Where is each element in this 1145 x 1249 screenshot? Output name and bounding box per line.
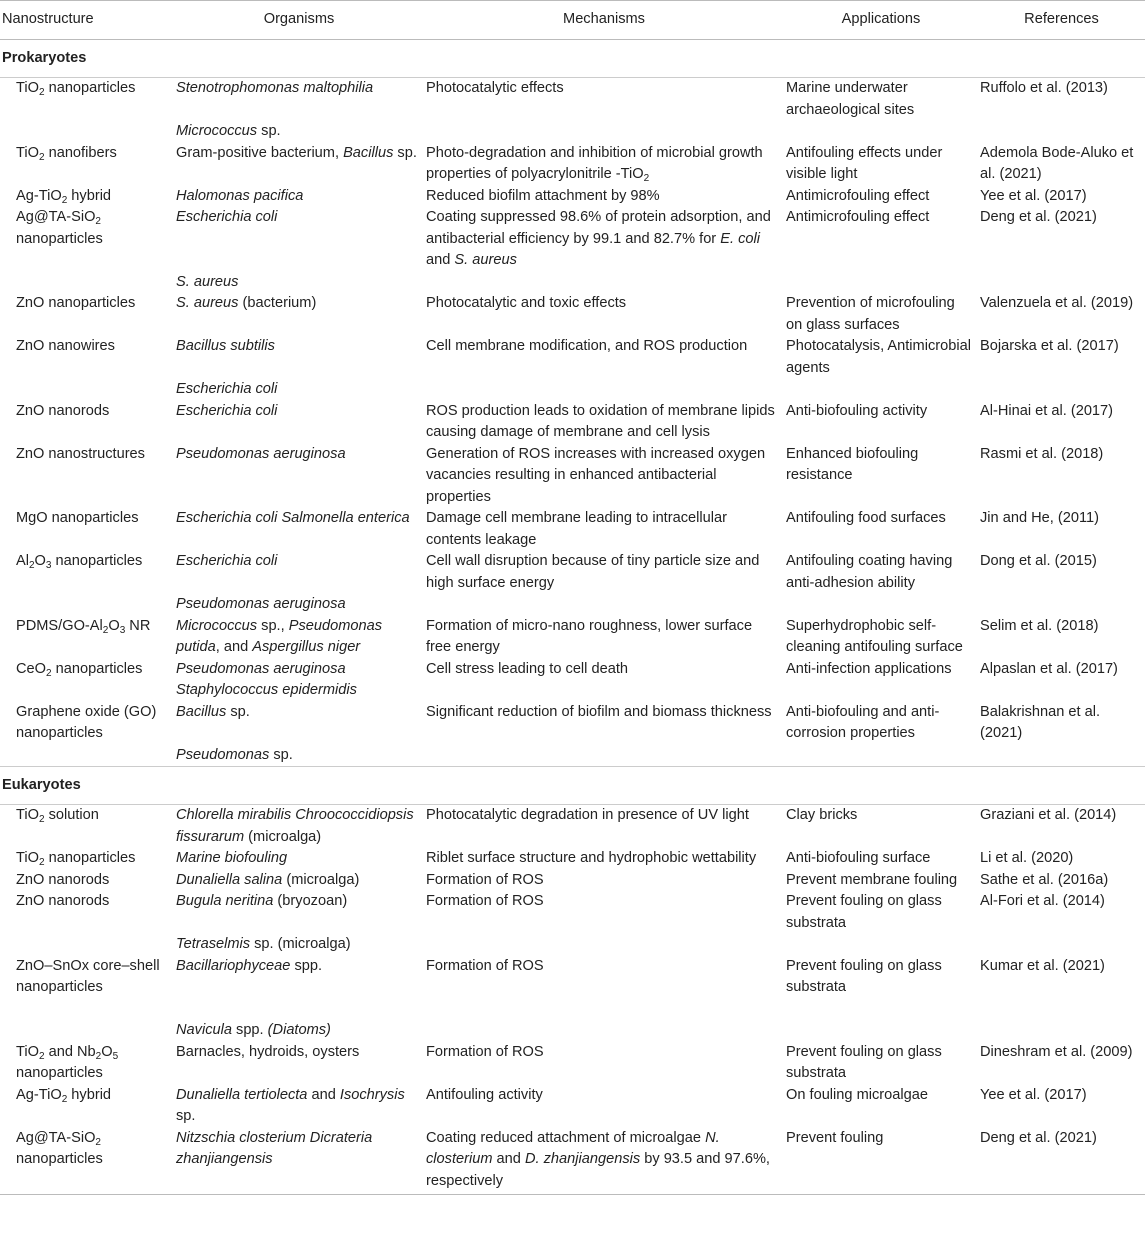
application-cell: Anti-biofouling surface	[786, 850, 931, 866]
reference-cell: Deng et al. (2021)	[980, 209, 1097, 225]
table-row	[0, 78, 1145, 143]
application-cell: Prevent membrane fouling	[786, 871, 958, 888]
section-title: Prokaryotes	[0, 40, 1145, 78]
organism-line	[176, 999, 420, 1021]
table-row	[0, 702, 1145, 767]
reference-cell: Bojarska et al. (2017)	[980, 338, 1119, 354]
mechanism-cell: Photocatalytic and toxic effects	[426, 295, 627, 311]
organism-line: Gram-positive bacterium, Bacillus sp.	[176, 144, 417, 161]
nanostructure-cell: CeO$_2$ nanoparticles	[16, 660, 143, 679]
mechanism-cell: ROS production leads to oxidation of membrane lipids causing damage of membrane and cell lysis	[426, 402, 775, 440]
table-row	[0, 1042, 1145, 1085]
organism-line	[176, 250, 420, 272]
organism-line: Escherichia coli	[176, 553, 278, 569]
mechanism-cell: Significant reduction of biofilm and biomass thickness	[426, 703, 772, 720]
nanostructure-cell: ZnO nanorods	[16, 402, 110, 419]
organism-line: Bacillus subtilis	[176, 338, 275, 354]
organism-line: Escherichia coli Salmonella enterica	[176, 510, 410, 526]
mechanism-cell: Photo-degradation and inhibition of microbial growth properties of polyacrylonitrile -TiO$_2$	[426, 144, 763, 184]
reference-cell: Balakrishnan et al. (2021)	[980, 703, 1101, 741]
application-cell: Antifouling effects under visible light	[786, 144, 943, 182]
header-row	[0, 1, 1145, 40]
table-row	[0, 207, 1145, 293]
application-cell: Clay bricks	[786, 807, 858, 823]
organisms-cell	[174, 293, 424, 336]
organism-line: Micrococcus sp.	[176, 123, 281, 139]
organisms-cell	[174, 891, 424, 956]
organism-line: Chlorella mirabilis Chroococcidiopsis fissurarum (microalga)	[176, 807, 414, 845]
reference-cell: Kumar et al. (2021)	[980, 957, 1105, 974]
nanostructure-cell: MgO nanoparticles	[16, 510, 139, 526]
organism-line: Escherichia coli	[176, 402, 278, 419]
mechanism-cell: Formation of micro-nano roughness, lower surface free energy	[426, 617, 753, 655]
organisms-cell	[174, 1042, 424, 1085]
organisms-cell	[174, 186, 424, 208]
reference-cell: Rasmi et al. (2018)	[980, 445, 1104, 462]
organism-line: Bacillariophyceae spp.	[176, 957, 323, 974]
table-row	[0, 401, 1145, 444]
reference-cell: Al-Fori et al. (2014)	[980, 893, 1105, 909]
organisms-cell	[174, 616, 424, 659]
organisms-cell	[174, 207, 424, 293]
section-title: Eukaryotes	[0, 767, 1145, 805]
nanostructure-cell: ZnO nanorods	[16, 871, 110, 888]
table-row	[0, 336, 1145, 401]
nanostructure-cell: ZnO–SnOx core–shell nanoparticles	[16, 957, 160, 995]
table-row	[0, 805, 1145, 849]
table-body	[0, 40, 1145, 1195]
mechanism-cell: Coating reduced attachment of microalgae N. closterium and D. zhanjiangensis by 93.5 and 97.6%, respectively	[424, 1128, 784, 1195]
mechanism-cell: Formation of ROS	[426, 1043, 544, 1060]
header-applications: Applications	[784, 1, 978, 40]
organisms-cell	[174, 508, 424, 551]
reference-cell: Selim et al. (2018)	[980, 617, 1099, 634]
table-row	[0, 1128, 1145, 1195]
application-cell: On fouling microalgae	[786, 1086, 928, 1103]
reference-cell: Deng et al. (2021)	[978, 1128, 1145, 1195]
organism-line: S. aureus	[176, 273, 239, 290]
organism-line	[176, 358, 420, 380]
organism-line	[176, 723, 420, 745]
mechanism-cell: Formation of ROS	[426, 871, 544, 888]
mechanism-cell: Cell wall disruption because of tiny particle size and high surface energy	[426, 553, 760, 591]
application-cell: Prevention of microfouling on glass surfaces	[786, 295, 955, 333]
organisms-cell	[174, 401, 424, 444]
nanostructure-cell: $Al_2O_3$ nanoparticles	[16, 553, 143, 571]
reference-cell: Ademola Bode-Aluko et al. (2021)	[980, 144, 1134, 182]
table-row	[0, 891, 1145, 956]
organism-line: Pseudomonas sp.	[176, 746, 293, 763]
organism-line	[176, 913, 420, 935]
organism-line: Stenotrophomonas maltophilia	[176, 80, 374, 96]
organism-line: Dunaliella tertiolecta and Isochrysis sp.	[176, 1086, 405, 1124]
table-header	[0, 1, 1145, 40]
organism-line: Nitzschia closterium Dicrateria zhanjiangensis	[176, 1129, 373, 1167]
organisms-cell	[174, 956, 424, 1042]
mechanism-cell: Cell stress leading to cell death	[426, 660, 628, 677]
organism-line: Escherichia coli	[176, 209, 278, 225]
application-cell: Anti-biofouling and anti-corrosion properties	[786, 703, 940, 741]
nanostructure-cell: ZnO nanowires	[16, 338, 115, 354]
application-cell: Prevent fouling on glass substrata	[786, 1043, 942, 1081]
reference-cell: Al-Hinai et al. (2017)	[980, 402, 1114, 419]
header-references: References	[978, 1, 1145, 40]
mechanism-cell: Antifouling activity	[426, 1086, 543, 1103]
application-cell: Antimicrofouling effect	[786, 209, 930, 225]
reference-cell: Li et al. (2020)	[980, 850, 1074, 866]
nanostructure-cell: Graphene oxide (GO) nanoparticles	[16, 703, 157, 741]
nanostructure-cell: ZnO nanorods	[16, 893, 110, 909]
organism-line: Bacillus sp.	[176, 703, 250, 720]
nanostructure-cell: Ag@TA-SiO$_2$ nanoparticles	[0, 1128, 174, 1195]
nanostructure-cell: ZnO nanostructures	[16, 445, 145, 462]
mechanism-cell: Photocatalytic degradation in presence of UV light	[426, 807, 749, 823]
nanostructure-cell: TiO$_2$ nanoparticles	[16, 80, 136, 98]
mechanism-cell: Reduced biofilm attachment by 98%	[426, 187, 660, 204]
header-mechanisms: Mechanisms	[424, 1, 784, 40]
mechanism-cell: Riblet surface structure and hydrophobic wettability	[426, 850, 757, 866]
reference-cell: Alpaslan et al. (2017)	[980, 660, 1118, 677]
organism-line: Pseudomonas aeruginosa	[176, 445, 346, 462]
nanostructure-cell: TiO$_2$ and $Nb_2O_5$ nanoparticles	[16, 1043, 119, 1081]
mechanism-cell: Formation of ROS	[426, 957, 544, 974]
application-cell: Photocatalysis, Antimicrobial agents	[786, 338, 971, 376]
table-row	[0, 1085, 1145, 1128]
organism-line	[176, 229, 420, 251]
organisms-cell	[174, 444, 424, 509]
organisms-cell	[174, 336, 424, 401]
reference-cell: Dong et al. (2015)	[980, 553, 1097, 569]
organism-line: Tetraselmis sp. (microalga)	[176, 936, 351, 952]
organism-line: Escherichia coli	[176, 381, 278, 397]
organism-line	[176, 573, 420, 595]
table-row	[0, 956, 1145, 1042]
organisms-cell	[174, 1085, 424, 1128]
organism-line	[176, 100, 420, 122]
table-row	[0, 293, 1145, 336]
application-cell: Anti-infection applications	[786, 660, 952, 677]
organisms-cell	[174, 870, 424, 892]
table-row	[0, 551, 1145, 616]
nanostructure-cell: TiO$_2$ nanofibers	[16, 144, 117, 163]
nanostructure-cell: PDMS/$GO-Al_2O_3$ NR	[16, 617, 151, 636]
organisms-cell	[174, 1128, 424, 1195]
organisms-cell	[174, 848, 424, 870]
application-cell: Prevent fouling on glass substrata	[786, 893, 942, 931]
organism-line: Barnacles, hydroids, oysters	[176, 1043, 360, 1060]
table-row	[0, 444, 1145, 509]
reference-cell: Sathe et al. (2016a)	[980, 871, 1109, 888]
organism-line: Micrococcus sp., Pseudomonas putida, and Aspergillus niger	[176, 617, 383, 655]
organisms-cell	[174, 659, 424, 702]
organisms-cell	[174, 551, 424, 616]
reference-cell: Valenzuela et al. (2019)	[980, 295, 1134, 311]
mechanism-cell: Photocatalytic effects	[426, 80, 564, 96]
mechanism-cell: Cell membrane modification, and ROS production	[426, 338, 748, 354]
section-row	[0, 767, 1145, 805]
application-cell: Prevent fouling	[784, 1128, 978, 1195]
organism-line	[176, 977, 420, 999]
application-cell: Antifouling coating having anti-adhesion ability	[786, 553, 953, 591]
organisms-cell	[174, 78, 424, 143]
table-row	[0, 508, 1145, 551]
nanostructure-cell: TiO$_2$ solution	[16, 807, 99, 825]
application-cell: Superhydrophobic self-cleaning antifouling surface	[786, 617, 963, 655]
table-row	[0, 616, 1145, 659]
table-row	[0, 848, 1145, 870]
nanostructure-cell: Ag-TiO$_2$ hybrid	[16, 187, 112, 206]
section-row	[0, 40, 1145, 78]
header-nanostructure: Nanostructure	[0, 1, 174, 40]
application-cell: Antifouling food surfaces	[786, 510, 946, 526]
table-row	[0, 870, 1145, 892]
organism-line: Dunaliella salina (microalga)	[176, 871, 360, 888]
application-cell: Antimicrofouling effect	[786, 187, 930, 204]
mechanism-cell: Coating suppressed 98.6% of protein adsorption, and antibacterial efficiency by 99.1 and 82.7% for E. coli and S. aureus	[426, 209, 771, 268]
nanostructure-cell: Ag@TA-SiO$_2$ nanoparticles	[16, 209, 103, 247]
nanostructure-cell: TiO$_2$ nanoparticles	[16, 850, 136, 868]
mechanism-cell: Generation of ROS increases with increased oxygen vacancies resulting in enhanced antibacterial properties	[426, 445, 766, 505]
application-cell: Anti-biofouling activity	[786, 402, 928, 419]
nanostructure-cell: Ag-TiO$_2$ hybrid	[16, 1086, 112, 1105]
organisms-cell	[174, 805, 424, 849]
mechanism-cell: Damage cell membrane leading to intracellular contents leakage	[426, 510, 727, 548]
organism-line: Pseudomonas aeruginosa Staphylococcus epidermidis	[176, 660, 357, 698]
table-row	[0, 143, 1145, 186]
organisms-cell	[174, 702, 424, 767]
reference-cell: Ruffolo et al. (2013)	[980, 80, 1108, 96]
organism-line: Bugula neritina (bryozoan)	[176, 893, 348, 909]
reference-cell: Graziani et al. (2014)	[980, 807, 1117, 823]
table-row	[0, 659, 1145, 702]
application-cell: Enhanced biofouling resistance	[786, 445, 919, 483]
reference-cell: Jin and He, (2011)	[980, 510, 1099, 526]
header-organisms: Organisms	[174, 1, 424, 40]
organisms-cell	[174, 143, 424, 186]
organism-line: S. aureus (bacterium)	[176, 295, 317, 311]
mechanism-cell: Formation of ROS	[426, 893, 544, 909]
application-cell: Prevent fouling on glass substrata	[786, 957, 942, 995]
nanostructure-cell: ZnO nanoparticles	[16, 295, 136, 311]
organism-line: Navicula spp. (Diatoms)	[176, 1022, 331, 1038]
organism-line: Marine biofouling	[176, 850, 288, 866]
reference-cell: Yee et al. (2017)	[980, 1086, 1087, 1103]
reference-cell: Yee et al. (2017)	[980, 187, 1087, 204]
reference-cell: Dineshram et al. (2009)	[980, 1043, 1133, 1060]
organism-line: Pseudomonas aeruginosa	[176, 596, 346, 612]
application-cell: Marine underwater archaeological sites	[786, 80, 915, 118]
organism-line: Halomonas pacifica	[176, 187, 304, 204]
table-row	[0, 186, 1145, 208]
